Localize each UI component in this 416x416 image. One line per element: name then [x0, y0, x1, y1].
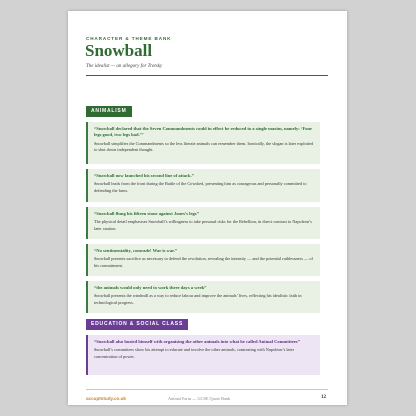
quote-text: “Snowball now launched his second line of attack.” — [94, 173, 195, 178]
quote-text: “the animals would only need to work three days a week” — [94, 285, 207, 290]
quote-analysis: The physical detail emphasises Snowball’s willingness to take personal risks for the Rebellion, in direct contrast to Napoleon’s later caution. — [94, 219, 312, 231]
footer-document-title: Animal Farm — GCSE Quote Bank — [168, 396, 231, 401]
quote-text: “No sentimentality, comrade! War is war.” — [94, 248, 178, 253]
section-tag-education-social-class: EDUCATION & SOCIAL CLASS — [86, 319, 188, 330]
quote-analysis: Snowball presents sacrifice as necessary to defend the revolution, revealing the intensity — and the potential ruthlessness — of his commitment. — [94, 256, 313, 268]
quote-card — [86, 335, 320, 375]
section-tag-animalism: ANIMALISM — [86, 106, 132, 117]
page-subtitle: The idealist — an allegory for Trotsky — [86, 64, 163, 69]
page-kicker: CHARACTER & THEME BANK — [86, 36, 172, 41]
quote-card — [86, 281, 320, 313]
quote-analysis: Snowball simplifies the Commandments so the less literate animals can remember them. Ironically, the slogan is later exploited to shut down independent thought. — [94, 140, 314, 153]
quote-text: “Snowball declared that the Seven Commandments could in effect be reduced to a single maxim, namely: ‘Four legs good, two legs bad.’” — [94, 126, 313, 138]
quote-analysis: Snowball presents the windmill as a way to reduce labour and improve the animals’ lives, reflecting his idealistic faith in technological progress. — [94, 293, 302, 305]
quote-card — [86, 207, 320, 239]
quote-card — [86, 169, 320, 202]
document-page — [68, 11, 347, 405]
quote-card — [86, 122, 320, 164]
page-title: Snowball — [85, 41, 153, 60]
quote-text: “Snowball also busied himself with organising the other animals into what he called Animal Committees” — [94, 339, 300, 344]
page-number: 12 — [321, 395, 326, 400]
title-divider — [86, 75, 328, 76]
quote-analysis: Snowball’s committees show his attempt to educate and involve the other animals, contrasting with Napoleon’s later concentration of power. — [94, 347, 294, 359]
quote-card — [86, 244, 320, 276]
quote-text: “Snowball flung his fifteen stone against Jones’s legs” — [94, 211, 199, 216]
footer-divider — [86, 389, 328, 390]
footer-website-link[interactable]: accuptstudy.co.uk — [86, 396, 126, 401]
quote-analysis: Snowball leads from the front during the Battle of the Cowshed, presenting him as courageous and personally committed to defending the farm. — [94, 181, 307, 193]
